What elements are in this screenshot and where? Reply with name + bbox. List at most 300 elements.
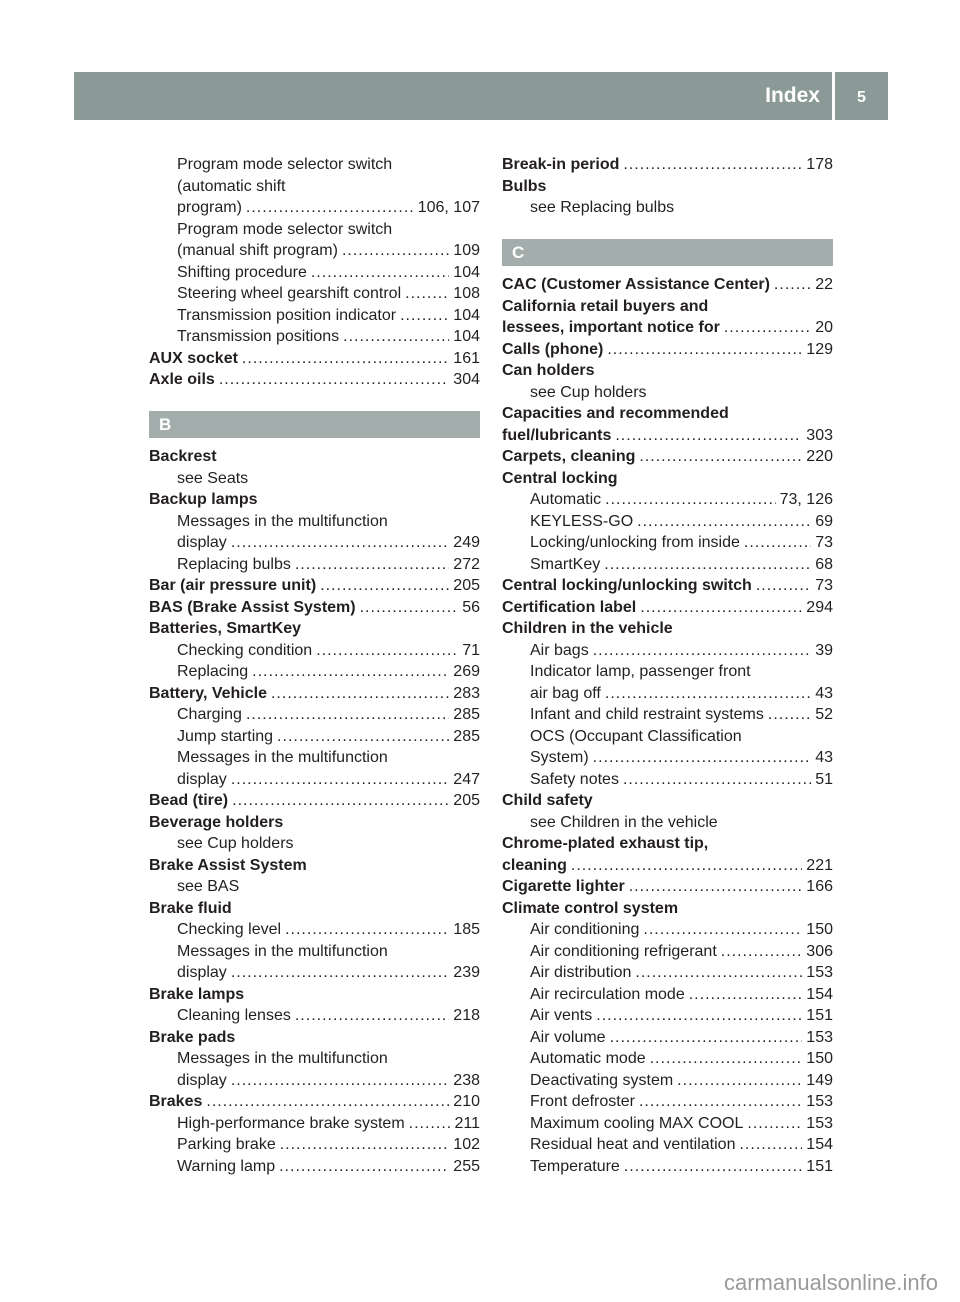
entry-text: Locking/unlocking from inside bbox=[530, 534, 740, 551]
entry-page: 39 bbox=[815, 641, 833, 659]
entry-text: Brake lamps bbox=[149, 985, 245, 1003]
index-subentry bbox=[502, 661, 833, 683]
index-subentry bbox=[502, 941, 833, 963]
entry-text: (manual shift program) bbox=[177, 242, 338, 259]
entry-page: 221 bbox=[806, 856, 833, 874]
entry-text: Charging bbox=[177, 706, 242, 723]
dot-leader bbox=[635, 962, 802, 984]
dot-leader bbox=[231, 1070, 449, 1092]
dot-leader bbox=[604, 554, 811, 576]
entry-page: 73 bbox=[815, 534, 833, 551]
index-subentry bbox=[502, 1048, 833, 1070]
entry-text: Bar (air pressure unit) bbox=[149, 577, 317, 594]
entry-text: Air volume bbox=[530, 1028, 606, 1046]
entry-text: BAS (Brake Assist System) bbox=[149, 598, 356, 616]
index-subentry bbox=[502, 640, 833, 662]
index-subentry bbox=[149, 219, 480, 241]
entry-text: Air conditioning refrigerant bbox=[530, 942, 717, 960]
entry-text: Shifting procedure bbox=[177, 263, 307, 281]
entry-text: display bbox=[177, 534, 227, 551]
index-subentry bbox=[149, 726, 480, 748]
watermark: carmanualsonline.info bbox=[723, 1270, 938, 1295]
entry-page: 73, 126 bbox=[779, 491, 833, 508]
dot-leader bbox=[610, 1027, 803, 1049]
dot-leader bbox=[242, 348, 449, 370]
entry-page: 106, 107 bbox=[417, 199, 480, 216]
entry-page: 178 bbox=[806, 156, 833, 173]
dot-leader bbox=[593, 640, 812, 662]
entry-text: Jump starting bbox=[177, 727, 274, 745]
entry-text: Infant and child restraint systems bbox=[530, 706, 764, 723]
dot-leader bbox=[605, 683, 811, 705]
dot-leader bbox=[756, 575, 811, 597]
entry-text: High-performance brake system bbox=[177, 1114, 405, 1132]
index-subentry bbox=[149, 197, 480, 219]
index-subentry bbox=[149, 468, 480, 490]
section-header: B bbox=[149, 411, 480, 438]
entry-text: Warning lamp bbox=[177, 1157, 276, 1175]
entry-text: Calls (phone) bbox=[502, 340, 604, 358]
dot-leader bbox=[343, 326, 449, 348]
entry-page: 218 bbox=[453, 1007, 480, 1024]
index-subentry bbox=[149, 747, 480, 769]
entry-page: 20 bbox=[815, 319, 833, 336]
entry-text: Messages in the multifunction bbox=[177, 749, 388, 766]
index-subentry bbox=[502, 382, 833, 404]
entry-text: (automatic shift bbox=[177, 177, 286, 195]
index-subentry bbox=[149, 554, 480, 576]
entry-text: Automatic bbox=[530, 491, 602, 508]
index-subentry bbox=[149, 941, 480, 963]
header-title-bar bbox=[74, 72, 832, 120]
entry-page: 43 bbox=[815, 749, 833, 766]
index-subentry bbox=[502, 532, 833, 554]
entry-page: 306 bbox=[806, 942, 833, 960]
entry-page: 210 bbox=[453, 1093, 480, 1110]
index-subentry bbox=[502, 704, 833, 726]
dot-leader bbox=[405, 283, 449, 305]
entry-text: Brakes bbox=[149, 1093, 203, 1110]
entry-page: 255 bbox=[453, 1157, 480, 1175]
dot-leader bbox=[206, 1091, 449, 1113]
entry-page: 104 bbox=[453, 328, 480, 345]
index-subentry bbox=[149, 326, 480, 348]
entry-page: 22 bbox=[815, 276, 833, 293]
index-entry bbox=[502, 339, 833, 361]
dot-leader bbox=[316, 640, 458, 662]
entry-text: Climate control system bbox=[502, 899, 679, 917]
entry-page: 285 bbox=[453, 706, 480, 723]
index-subentry bbox=[149, 769, 480, 791]
entry-text: Checking level bbox=[177, 921, 282, 938]
entry-text: Can holders bbox=[502, 362, 595, 379]
entry-page: 68 bbox=[815, 555, 833, 573]
dot-leader bbox=[295, 554, 449, 576]
entry-text: Children in the vehicle bbox=[502, 620, 673, 637]
index-entry bbox=[502, 425, 833, 447]
entry-text: cleaning bbox=[502, 856, 567, 874]
entry-text: lessees, important notice for bbox=[502, 319, 720, 336]
entry-page: 151 bbox=[806, 1157, 833, 1175]
entry-page: 161 bbox=[453, 349, 480, 367]
index-entry bbox=[502, 790, 833, 812]
index-entry bbox=[502, 154, 833, 176]
entry-page: 205 bbox=[453, 792, 480, 809]
dot-leader bbox=[744, 532, 811, 554]
dot-leader bbox=[232, 790, 449, 812]
entry-page: 52 bbox=[815, 706, 833, 723]
entry-text: Safety notes bbox=[530, 770, 619, 788]
entry-text: OCS (Occupant Classification bbox=[530, 727, 742, 745]
index-subentry bbox=[502, 554, 833, 576]
entry-text: Break-in period bbox=[502, 156, 620, 173]
entry-text: Indicator lamp, passenger front bbox=[530, 663, 751, 680]
index-subentry bbox=[502, 1091, 833, 1113]
dot-leader bbox=[409, 1113, 451, 1135]
entry-page: 205 bbox=[453, 577, 480, 594]
dot-leader bbox=[285, 919, 449, 941]
index-subentry bbox=[502, 489, 833, 511]
index-subentry bbox=[149, 640, 480, 662]
dot-leader bbox=[747, 1113, 802, 1135]
entry-text: Child safety bbox=[502, 792, 593, 809]
entry-text: Cigarette lighter bbox=[502, 878, 625, 895]
entry-text: Air bags bbox=[530, 641, 589, 659]
index-subentry bbox=[149, 262, 480, 284]
entry-page: 150 bbox=[806, 1050, 833, 1067]
index-entry bbox=[502, 855, 833, 877]
dot-leader bbox=[774, 274, 811, 296]
index-entry bbox=[502, 898, 833, 920]
entry-text: see Children in the vehicle bbox=[530, 813, 718, 831]
index-subentry bbox=[502, 1070, 833, 1092]
index-entry bbox=[502, 274, 833, 296]
entry-text: Axle oils bbox=[149, 371, 215, 388]
index-subentry bbox=[149, 661, 480, 683]
dot-leader bbox=[246, 704, 449, 726]
index-entry bbox=[502, 317, 833, 339]
entry-text: CAC (Customer Assistance Center) bbox=[502, 276, 770, 293]
index-entry bbox=[502, 360, 833, 382]
index-entry bbox=[502, 176, 833, 198]
index-subentry bbox=[149, 154, 480, 176]
entry-text: Certification label bbox=[502, 598, 637, 616]
entry-page: 71 bbox=[462, 641, 480, 659]
dot-leader bbox=[342, 240, 449, 262]
entry-text: Chrome-plated exhaust tip, bbox=[502, 835, 709, 852]
index-entry bbox=[149, 1091, 480, 1113]
dot-leader bbox=[231, 769, 449, 791]
index-entry bbox=[149, 446, 480, 468]
entry-text: System) bbox=[530, 749, 589, 766]
entry-text: Air conditioning bbox=[530, 921, 640, 938]
index-entry bbox=[502, 876, 833, 898]
entry-text: Maximum cooling MAX COOL bbox=[530, 1114, 744, 1132]
dot-leader bbox=[607, 339, 802, 361]
entry-page: 151 bbox=[806, 1007, 833, 1024]
entry-page: 153 bbox=[806, 1114, 833, 1132]
dot-leader bbox=[650, 1048, 803, 1070]
entry-page: 154 bbox=[806, 1136, 833, 1153]
dot-leader bbox=[271, 683, 449, 705]
entry-page: 154 bbox=[806, 985, 833, 1003]
index-entry bbox=[149, 790, 480, 812]
index-subentry bbox=[149, 1005, 480, 1027]
index-subentry bbox=[149, 532, 480, 554]
entry-text: Transmission positions bbox=[177, 328, 340, 345]
entry-text: Brake Assist System bbox=[149, 856, 307, 874]
entry-page: 303 bbox=[806, 426, 833, 444]
dot-leader bbox=[571, 855, 802, 877]
entry-text: Program mode selector switch bbox=[177, 220, 393, 238]
index-entry bbox=[149, 984, 480, 1006]
index-subentry bbox=[149, 283, 480, 305]
index-subentry bbox=[149, 962, 480, 984]
index-subentry bbox=[149, 1156, 480, 1178]
entry-page: 102 bbox=[453, 1136, 480, 1153]
index-entry bbox=[149, 812, 480, 834]
dot-leader bbox=[593, 747, 812, 769]
index-entry bbox=[149, 898, 480, 920]
index-subentry bbox=[149, 305, 480, 327]
index-subentry bbox=[502, 1156, 833, 1178]
dot-leader bbox=[640, 597, 802, 619]
dot-leader bbox=[689, 984, 803, 1006]
dot-leader bbox=[637, 511, 811, 533]
entry-page: 153 bbox=[806, 964, 833, 981]
entry-page: 149 bbox=[806, 1071, 833, 1089]
entry-text: display bbox=[177, 770, 227, 788]
entry-text: Automatic mode bbox=[530, 1050, 646, 1067]
index-subentry bbox=[149, 511, 480, 533]
dot-leader bbox=[605, 489, 775, 511]
entry-page: 69 bbox=[815, 512, 833, 530]
entry-page: 269 bbox=[453, 663, 480, 680]
entry-text: air bag off bbox=[530, 684, 601, 702]
entry-page: 51 bbox=[815, 770, 833, 788]
entry-page: 294 bbox=[806, 598, 833, 616]
index-subentry bbox=[502, 511, 833, 533]
entry-text: Parking brake bbox=[177, 1136, 276, 1153]
entry-page: 109 bbox=[453, 242, 480, 259]
dot-leader bbox=[360, 597, 459, 619]
entry-text: program) bbox=[177, 199, 242, 216]
entry-page: 129 bbox=[806, 340, 833, 358]
entry-page: 104 bbox=[453, 306, 480, 324]
entry-text: fuel/lubricants bbox=[502, 426, 612, 444]
entry-text: Battery, Vehicle bbox=[149, 684, 267, 702]
index-subentry bbox=[149, 1134, 480, 1156]
index-subentry bbox=[502, 683, 833, 705]
entry-text: Residual heat and ventilation bbox=[530, 1136, 736, 1153]
index-entry bbox=[502, 468, 833, 490]
index-subentry bbox=[502, 1005, 833, 1027]
entry-text: Messages in the multifunction bbox=[177, 1050, 388, 1067]
index-subentry bbox=[502, 1027, 833, 1049]
entry-text: California retail buyers and bbox=[502, 297, 709, 315]
entry-text: display bbox=[177, 1071, 227, 1089]
dot-leader bbox=[739, 1134, 802, 1156]
dot-leader bbox=[295, 1005, 449, 1027]
entry-text: Air distribution bbox=[530, 964, 632, 981]
dot-leader bbox=[624, 1156, 802, 1178]
entry-text: Brake pads bbox=[149, 1028, 236, 1046]
entry-text: Replacing bbox=[177, 663, 249, 680]
entry-text: Replacing bulbs bbox=[177, 555, 291, 573]
index-entry bbox=[149, 575, 480, 597]
entry-text: Messages in the multifunction bbox=[177, 512, 388, 530]
index-entry bbox=[149, 369, 480, 391]
entry-page: 239 bbox=[453, 964, 480, 981]
dot-leader bbox=[246, 197, 414, 219]
entry-text: Brake fluid bbox=[149, 899, 232, 917]
entry-text: KEYLESS-GO bbox=[530, 512, 634, 530]
dot-leader bbox=[231, 532, 449, 554]
index-subentry bbox=[502, 747, 833, 769]
dot-leader bbox=[252, 661, 449, 683]
index-subentry bbox=[149, 176, 480, 198]
dot-leader bbox=[639, 446, 802, 468]
entry-text: Air vents bbox=[530, 1007, 593, 1024]
entry-text: Temperature bbox=[530, 1157, 620, 1175]
dot-leader bbox=[320, 575, 449, 597]
entry-text: Deactivating system bbox=[530, 1071, 674, 1089]
index-entry bbox=[149, 618, 480, 640]
entry-text: display bbox=[177, 964, 227, 981]
dot-leader bbox=[279, 1156, 449, 1178]
entry-page: 108 bbox=[453, 285, 480, 302]
dot-leader bbox=[400, 305, 449, 327]
page-number: 5 bbox=[835, 72, 888, 120]
index-entry bbox=[502, 575, 833, 597]
entry-text: SmartKey bbox=[530, 555, 601, 573]
entry-page: 153 bbox=[806, 1028, 833, 1046]
index-entry bbox=[502, 446, 833, 468]
entry-page: 247 bbox=[453, 770, 480, 788]
index-subentry bbox=[502, 1113, 833, 1135]
entry-text: Carpets, cleaning bbox=[502, 448, 636, 465]
index-subentry bbox=[149, 833, 480, 855]
index-entry bbox=[149, 855, 480, 877]
entry-page: 285 bbox=[453, 727, 480, 745]
index-subentry bbox=[149, 1070, 480, 1092]
index-entry bbox=[149, 597, 480, 619]
dot-leader bbox=[721, 941, 803, 963]
dot-leader bbox=[643, 919, 802, 941]
index-entry bbox=[502, 296, 833, 318]
dot-leader bbox=[677, 1070, 802, 1092]
dot-leader bbox=[724, 317, 811, 339]
index-column-left bbox=[149, 154, 480, 1177]
entry-page: 56 bbox=[462, 598, 480, 616]
entry-text: Steering wheel gearshift control bbox=[177, 285, 402, 302]
entry-text: see BAS bbox=[177, 878, 240, 895]
index-subentry bbox=[149, 876, 480, 898]
entry-text: Checking condition bbox=[177, 641, 313, 659]
dot-leader bbox=[311, 262, 449, 284]
entry-text: Bead (tire) bbox=[149, 792, 229, 809]
entry-page: 283 bbox=[453, 684, 480, 702]
entry-text: AUX socket bbox=[149, 349, 238, 367]
entry-text: Cleaning lenses bbox=[177, 1007, 291, 1024]
index-subentry bbox=[149, 1113, 480, 1135]
dot-leader bbox=[231, 962, 449, 984]
index-subentry bbox=[502, 1134, 833, 1156]
index-subentry bbox=[502, 919, 833, 941]
entry-page: 185 bbox=[453, 921, 480, 938]
dot-leader bbox=[639, 1091, 802, 1113]
entry-text: see Cup holders bbox=[530, 383, 647, 401]
index-subentry bbox=[149, 919, 480, 941]
index-subentry bbox=[502, 812, 833, 834]
index-entry bbox=[149, 489, 480, 511]
dot-leader bbox=[615, 425, 802, 447]
entry-text: Capacities and recommended bbox=[502, 405, 729, 422]
entry-text: Beverage holders bbox=[149, 813, 284, 831]
index-subentry bbox=[149, 240, 480, 262]
index-subentry bbox=[149, 704, 480, 726]
index-entry bbox=[502, 833, 833, 855]
entry-text: see Replacing bulbs bbox=[530, 199, 675, 216]
entry-text: Transmission position indicator bbox=[177, 306, 397, 324]
index-entry bbox=[149, 683, 480, 705]
index-subentry bbox=[502, 769, 833, 791]
index-subentry bbox=[502, 962, 833, 984]
entry-text: Air recirculation mode bbox=[530, 985, 685, 1003]
entry-text: Backup lamps bbox=[149, 491, 258, 508]
entry-text: Bulbs bbox=[502, 177, 547, 195]
dot-leader bbox=[219, 369, 449, 391]
index-subentry bbox=[149, 1048, 480, 1070]
entry-page: 166 bbox=[806, 878, 833, 895]
entry-text: Central locking bbox=[502, 469, 618, 487]
dot-leader bbox=[629, 876, 803, 898]
dot-leader bbox=[623, 154, 802, 176]
entry-page: 73 bbox=[815, 577, 833, 594]
entry-text: Program mode selector switch bbox=[177, 156, 393, 173]
entry-text: see Seats bbox=[177, 469, 249, 487]
entry-text: Backrest bbox=[149, 448, 217, 465]
index-entry bbox=[149, 348, 480, 370]
entry-page: 104 bbox=[453, 263, 480, 281]
index-subentry bbox=[502, 726, 833, 748]
entry-text: Front defroster bbox=[530, 1093, 635, 1110]
dot-leader bbox=[596, 1005, 802, 1027]
dot-leader bbox=[277, 726, 449, 748]
entry-page: 153 bbox=[806, 1093, 833, 1110]
entry-page: 220 bbox=[806, 448, 833, 465]
entry-text: Central locking/unlocking switch bbox=[502, 577, 752, 594]
dot-leader bbox=[623, 769, 811, 791]
entry-page: 249 bbox=[453, 534, 480, 551]
index-entry bbox=[502, 403, 833, 425]
entry-text: Messages in the multifunction bbox=[177, 942, 388, 960]
dot-leader bbox=[768, 704, 811, 726]
header-title: Index bbox=[765, 84, 820, 107]
index-subentry bbox=[502, 197, 833, 219]
entry-page: 43 bbox=[815, 684, 833, 702]
index-entry bbox=[149, 1027, 480, 1049]
entry-text: see Cup holders bbox=[177, 835, 294, 852]
section-header: C bbox=[502, 239, 833, 266]
dot-leader bbox=[280, 1134, 450, 1156]
index-subentry bbox=[502, 984, 833, 1006]
entry-page: 211 bbox=[454, 1114, 480, 1132]
entry-page: 272 bbox=[453, 555, 480, 573]
entry-page: 238 bbox=[453, 1071, 480, 1089]
index-column-right bbox=[502, 154, 833, 1177]
entry-text: Batteries, SmartKey bbox=[149, 620, 302, 637]
